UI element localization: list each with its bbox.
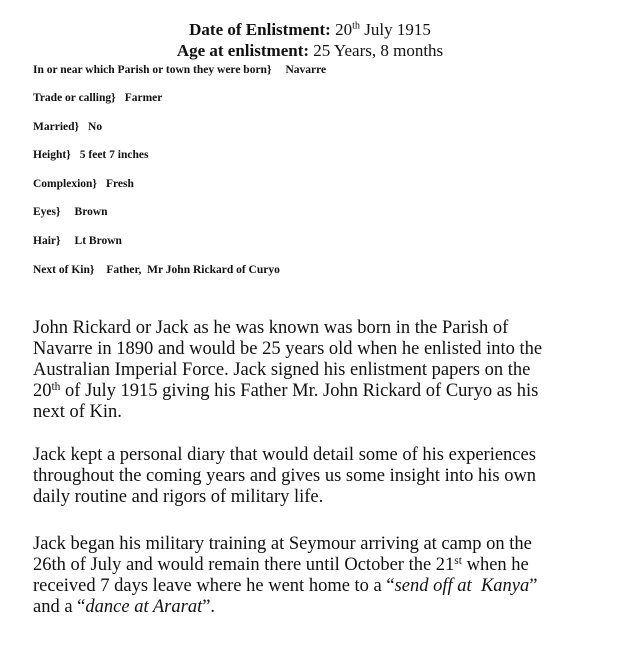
field-height — [33, 149, 148, 161]
field-label: Next of Kin} — [33, 264, 95, 276]
field-label: Trade or calling} — [33, 92, 116, 104]
field-value: No — [88, 121, 103, 133]
field-next-of-kin — [33, 264, 280, 276]
field-value: Fresh — [105, 178, 134, 190]
enlistment-date-line — [0, 20, 620, 40]
field-birthplace — [33, 64, 326, 76]
field-value: Lt Brown — [74, 235, 122, 247]
field-value: Father, Mr John Rickard of Curyo — [106, 264, 280, 276]
field-married — [33, 121, 102, 133]
field-trade — [33, 92, 162, 104]
enlistment-date-label: Date of Enlistment: — [189, 20, 331, 39]
enlistment-age-label: Age at enlistment: — [176, 41, 310, 60]
field-value: Brown — [74, 206, 108, 218]
field-eyes — [33, 206, 108, 218]
paragraph-training: Jack began his military training at Seymour arriving at camp on the 26th of July and would remain there until October the 21st when he received 7 days leave where he went home to a “send off at Kanya” and a “dance at Ararat”. — [33, 534, 538, 617]
paragraph-intro: John Rickard or Jack as he was known was born in the Parish of Navarre in 1890 and would be 25 years old when he enlisted into the Australian Imperial Force. Jack signed his enlistment papers on the 20th of July 1915 giving his Father Mr. John Rickard of Curyo as his next of Kin. — [33, 318, 543, 422]
field-value: Farmer — [124, 92, 163, 104]
paragraph-diary: Jack kept a personal diary that would detail some of his experiences throughout the coming years and gives us some insight into his own daily routine and rigors of military life. — [33, 445, 537, 507]
field-label: Hair} — [33, 235, 61, 247]
field-label: Eyes} — [33, 206, 61, 218]
enlistment-age-value: 25 Years, 8 months — [313, 41, 444, 60]
field-label: Complexion} — [33, 178, 97, 190]
field-label: In or near which Parish or town they were born} — [33, 64, 272, 76]
field-hair — [33, 235, 122, 247]
enlistment-date-value: 20th July 1915 — [335, 20, 431, 39]
field-value: Navarre — [285, 64, 327, 76]
enlistment-age-line — [0, 41, 620, 61]
field-value: 5 feet 7 inches — [79, 149, 149, 161]
field-complexion — [33, 178, 134, 190]
field-label: Height} — [33, 149, 71, 161]
field-label: Married} — [33, 121, 80, 133]
